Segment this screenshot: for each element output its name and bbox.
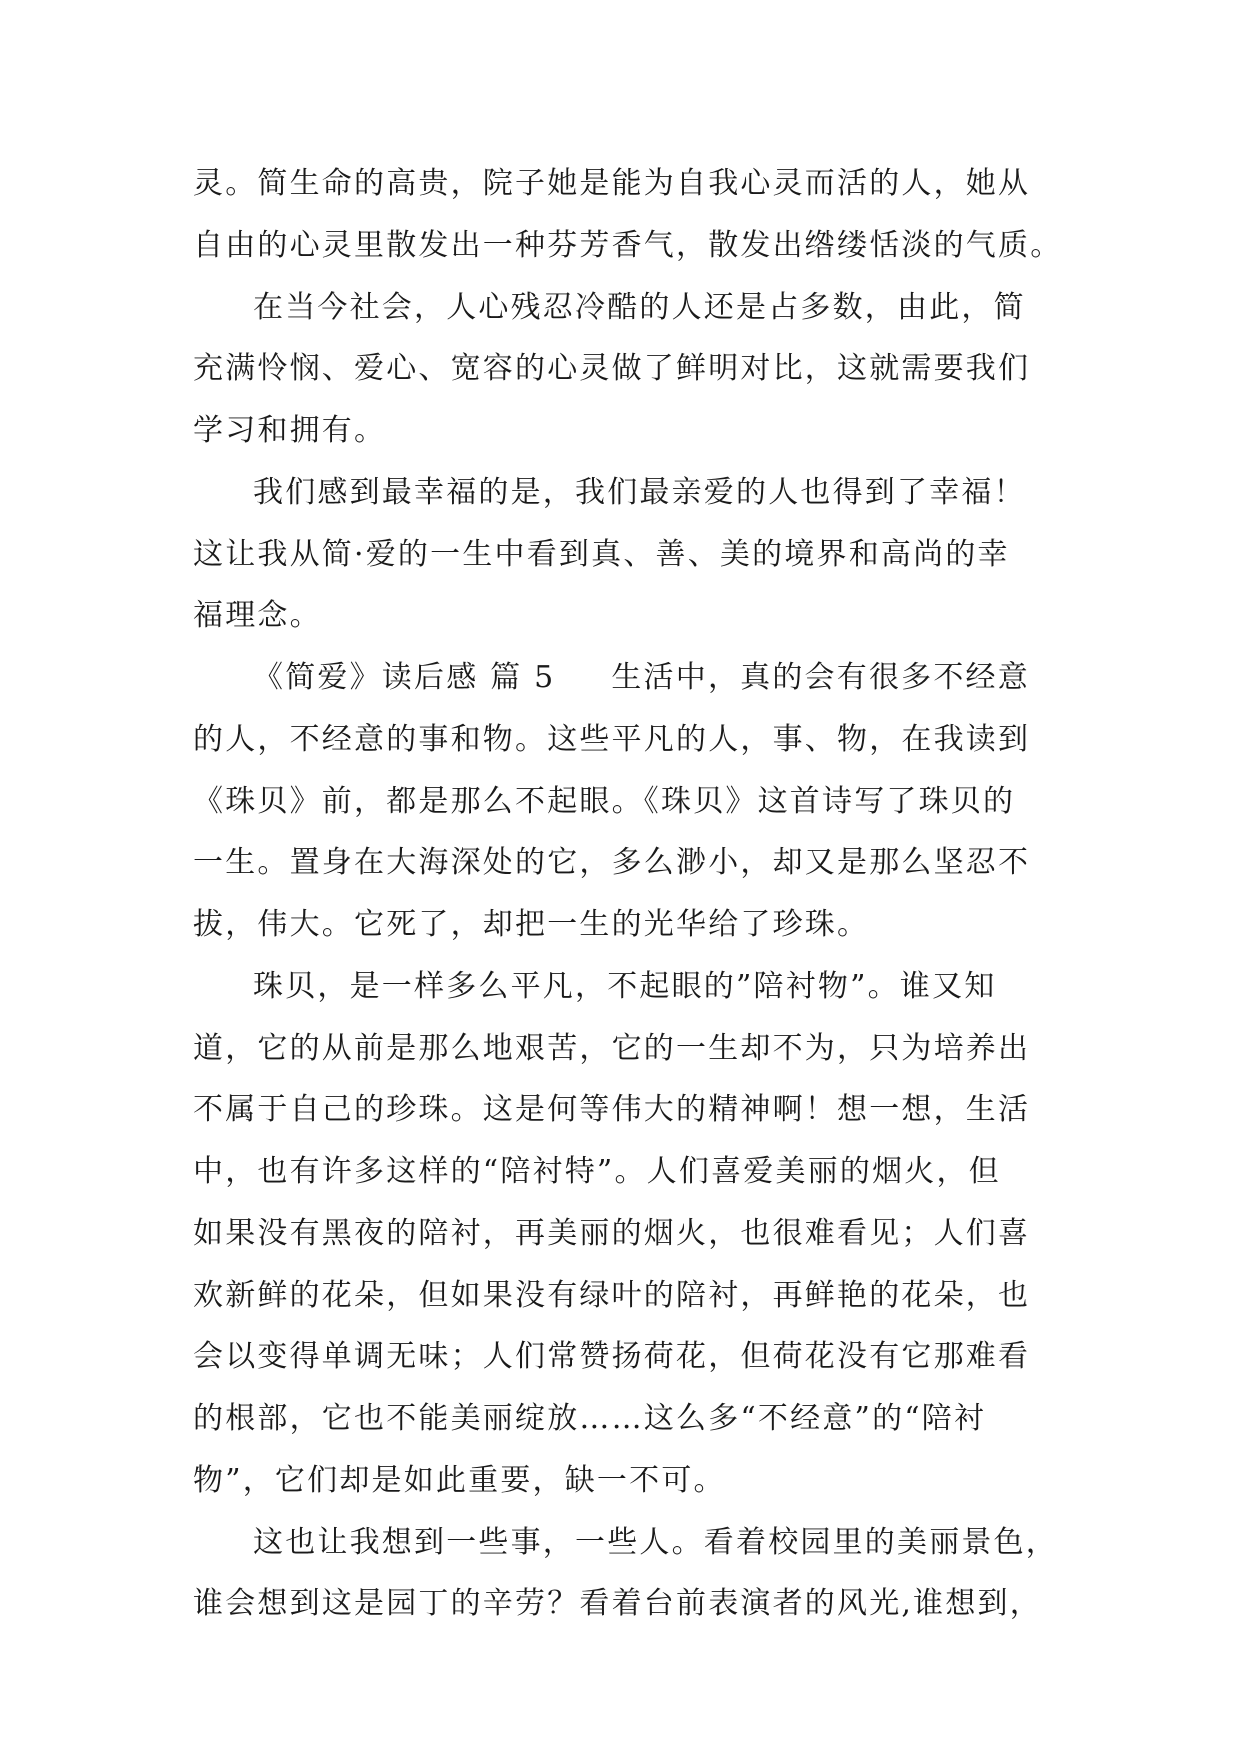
text-line-start: 生活中，真的会有很多不经意 — [611, 660, 1030, 695]
text-line: 的人，不经意的事和物。这些平凡的人，事、物，在我读到 — [193, 722, 1031, 757]
text-line: 物”，它们却是如此重要，缺一不可。 — [193, 1463, 726, 1498]
text-line: 这也让我想到一些事，一些人。看着校园里的美丽景色， — [253, 1525, 1058, 1560]
text-line: 会以变得单调无味；人们常赞扬荷花，但荷花没有它那难看 — [193, 1339, 1031, 1374]
text-line: 珠贝，是一样多么平凡，不起眼的”陪衬物”。谁又知 — [253, 969, 997, 1004]
text-line: 道，它的从前是那么地艰苦，它的一生却不为，只为培养出 — [193, 1031, 1031, 1066]
text-line: 的根部，它也不能美丽绽放……这么多“不经意”的“陪衬 — [193, 1401, 987, 1436]
text-line: 欢新鲜的花朵，但如果没有绿叶的陪衬，再鲜艳的花朵，也 — [193, 1278, 1031, 1313]
section-heading-line — [253, 658, 1030, 698]
text-line: 自由的心灵里散发出一种芬芳香气，散发出绺缕恬淡的气质。 — [193, 228, 1063, 263]
text-line: 这让我从简·爱的一生中看到真、善、美的境界和高尚的幸 — [193, 537, 1010, 572]
text-line: 拔，伟大。它死了，却把一生的光华给了珍珠。 — [193, 907, 870, 942]
text-line: 学习和拥有。 — [193, 413, 387, 448]
text-line: 灵。简生命的高贵，院子她是能为自我心灵而活的人，她从 — [193, 166, 1031, 201]
section-heading: 《简爱》读后感 篇 5 — [253, 660, 556, 695]
text-line: 《珠贝》前，都是那么不起眼。《珠贝》这首诗写了珠贝的 — [193, 784, 1016, 819]
text-line: 如果没有黑夜的陪衬，再美丽的烟火，也很难看见；人们喜 — [193, 1216, 1031, 1251]
text-line: 在当今社会，人心残忍冷酷的人还是占多数，由此，简 — [253, 290, 1026, 325]
text-line: 不属于自己的珍珠。这是何等伟大的精神啊！想一想，生活 — [193, 1092, 1031, 1127]
text-line: 充满怜悯、爱心、宽容的心灵做了鲜明对比，这就需要我们 — [193, 351, 1031, 386]
text-line: 一生。置身在大海深处的它，多么渺小，却又是那么坚忍不 — [193, 845, 1031, 880]
text-line: 我们感到最幸福的是，我们最亲爱的人也得到了幸福！ — [253, 475, 1026, 510]
text-line: 福理念。 — [193, 598, 322, 633]
text-line: 中，也有许多这样的“陪衬特”。人们喜爱美丽的烟火，但 — [193, 1154, 1001, 1189]
text-line: 谁会想到这是园丁的辛劳？看着台前表演者的风光,谁想到， — [193, 1586, 1042, 1621]
